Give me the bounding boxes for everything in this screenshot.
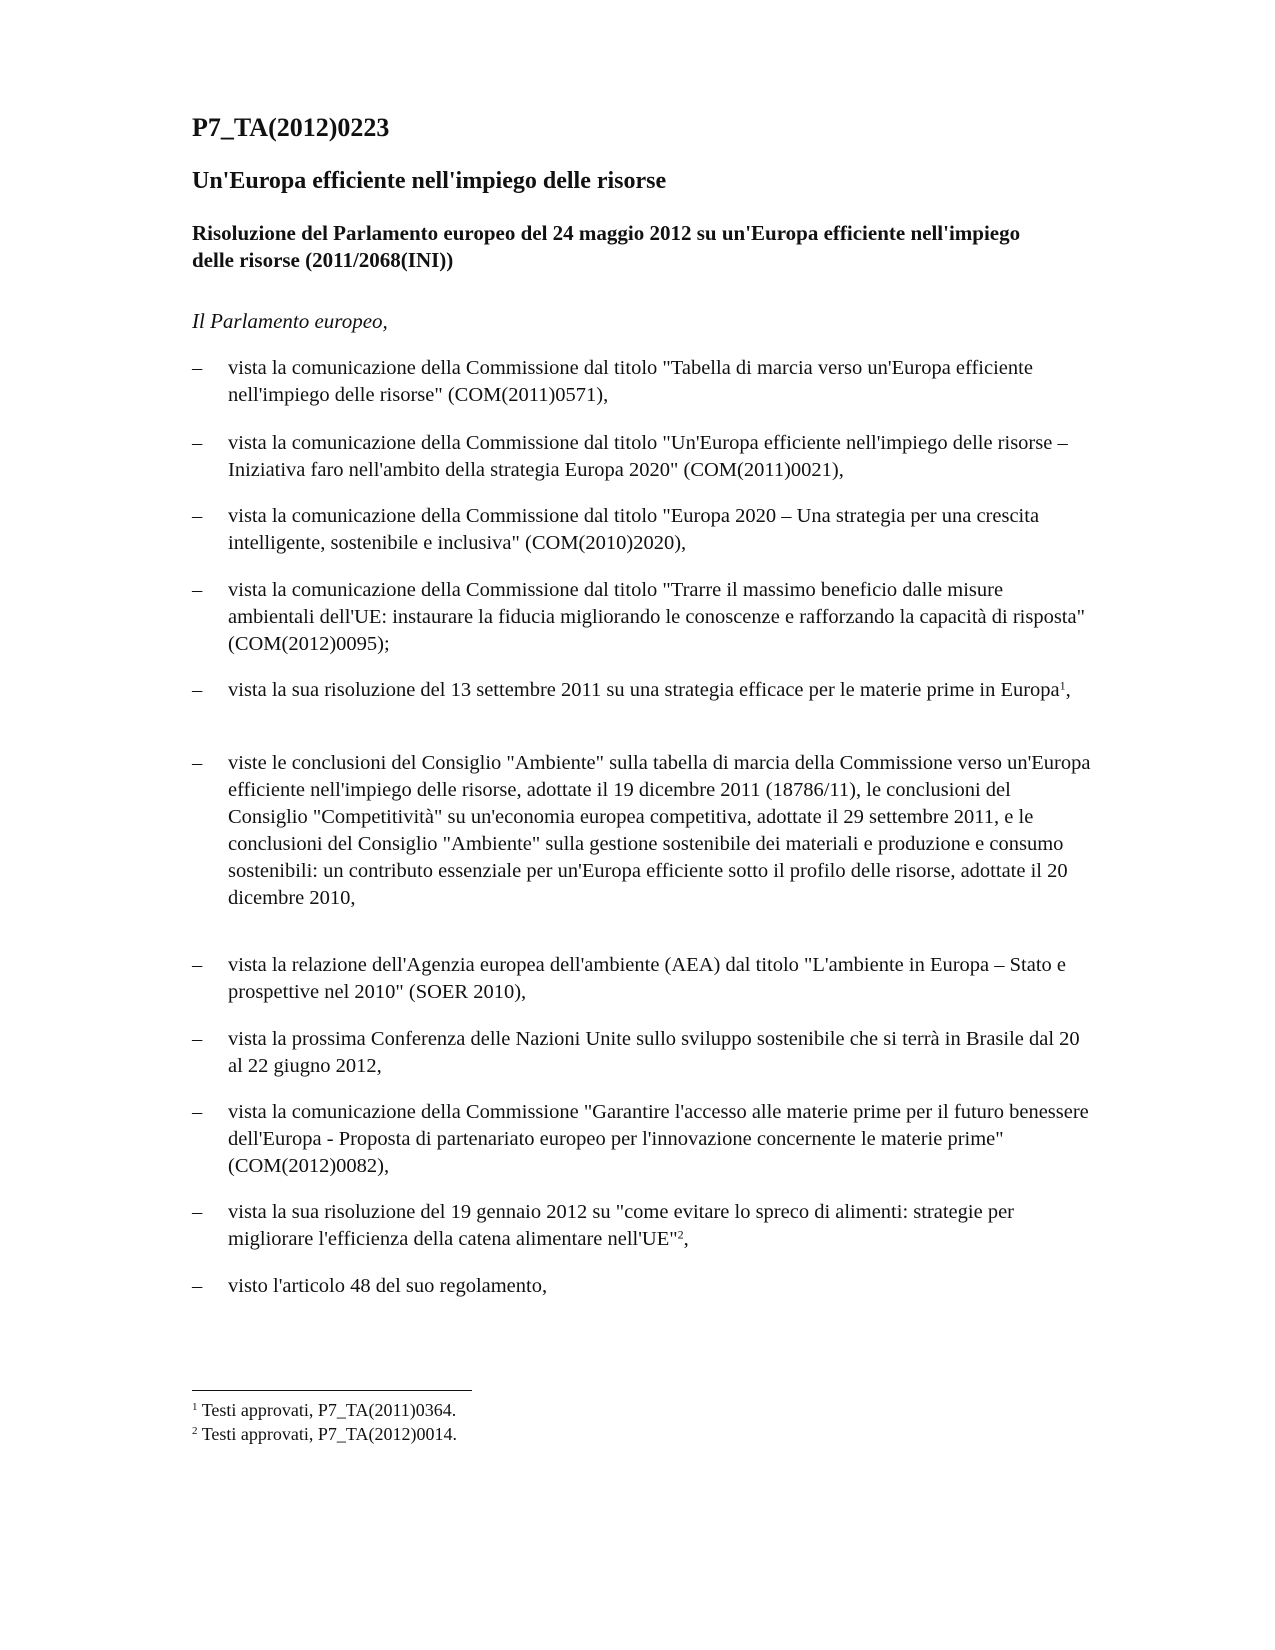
dash-bullet: – [192,1201,203,1223]
footnote-number: 2 [192,1424,198,1437]
list-item-text: viste le conclusioni del Consiglio "Ambiente" sulla tabella di marcia della Commissione verso un'Europa efficiente nell'impiego delle risorse, adottate il 19 dicembre 2011 (18786/11), le conclusioni del Consiglio "Competitività" su un'economia europea competitiva, adottate il 29 settembre 2011, e le conclusioni del Consiglio "Ambiente" sulla gestione sostenibile dei materiali e produzione e consumo sostenibili: un contributo essenziale per un'Europa efficiente sotto il profilo delle risorse, adottate il 20 dicembre 2010, [228,752,1091,909]
dash-bullet: – [192,579,203,601]
list-item [192,1026,1092,1080]
footnote-divider [192,1390,472,1391]
list-item-text: vista la comunicazione della Commissione dal titolo "Trarre il massimo beneficio dalle misure ambientali dell'UE: instaurare la fiducia migliorando le conoscenze e rafforzando la capacità di risposta" (COM(2012)0095); [228,579,1085,655]
dash-bullet: – [192,505,203,527]
document-subtitle: Risoluzione del Parlamento europeo del 24 maggio 2012 su un'Europa efficiente nell'impiego delle risorse (2011/2068(INI)) [192,221,1021,272]
list-item-text: vista la comunicazione della Commissione "Garantire l'accesso alle materie prime per il futuro benessere dell'Europa - Proposta di partenariato europeo per l'innovazione concernente le materie prime" (COM(2012)0082), [228,1101,1089,1177]
list-item-text: vista la sua risoluzione del 19 gennaio 2012 su "come evitare lo spreco di alimenti: strategie per migliorare l'efficienza della catena alimentare nell'UE"$^2$, [228,1201,1014,1250]
list-item-text: vista la prossima Conferenza delle Nazioni Unite sullo sviluppo sostenibile che si terrà in Brasile dal 20 al 22 giugno 2012, [228,1028,1080,1077]
list-item-text: vista la comunicazione della Commissione dal titolo "Un'Europa efficiente nell'impiego delle risorse – Iniziativa faro nell'ambito della strategia Europa 2020" (COM(2011)0021), [228,432,1068,481]
dash-bullet: – [192,1275,203,1297]
document-code: P7_TA(2012)0223 [192,113,390,142]
footnote-text: Testi approvati, P7_TA(2012)0014. [201,1424,457,1444]
footnote-text: Testi approvati, P7_TA(2011)0364. [201,1400,457,1420]
list-item-text: visto l'articolo 48 del suo regolamento, [228,1275,548,1297]
list-item-text: vista la relazione dell'Agenzia europea dell'ambiente (AEA) dal titolo "L'ambiente in Europa – Stato e prospettive nel 2010" (SOER 2010), [228,954,1067,1003]
dash-bullet: – [192,357,203,379]
footnote-ref: 2 [677,1227,684,1242]
list-item [192,1273,1092,1300]
footnote-ref: 1 [1059,678,1066,693]
dash-bullet: – [192,752,203,774]
dash-bullet: – [192,432,203,454]
dash-bullet: – [192,1028,203,1050]
intro-line: Il Parlamento europeo, [192,309,388,333]
list-item [192,1099,1092,1180]
list-item [192,503,1092,557]
list-item [192,430,1092,484]
footnote-number: 1 [192,1400,198,1413]
footnote [192,1423,457,1446]
list-item [192,577,1092,658]
dash-bullet: – [192,1101,203,1123]
document-title: Un'Europa efficiente nell'impiego delle risorse [192,168,667,194]
list-item [192,1199,1092,1253]
list-item-text: vista la sua risoluzione del 13 settembre 2011 su una strategia efficace per le materie prime in Europa$^1$, [228,678,1071,701]
footnote [192,1399,456,1422]
list-item [192,355,1092,409]
list-item [192,677,1092,704]
dash-bullet: – [192,679,203,701]
list-item-text: vista la comunicazione della Commissione dal titolo "Europa 2020 – Una strategia per una crescita intelligente, sostenibile e inclusiva" (COM(2010)2020), [228,505,1040,554]
dash-bullet: – [192,954,203,976]
list-item-text: vista la comunicazione della Commissione dal titolo "Tabella di marcia verso un'Europa efficiente nell'impiego delle risorse" (COM(2011)0571), [228,357,1033,406]
list-item [192,750,1092,912]
list-item [192,952,1092,1006]
